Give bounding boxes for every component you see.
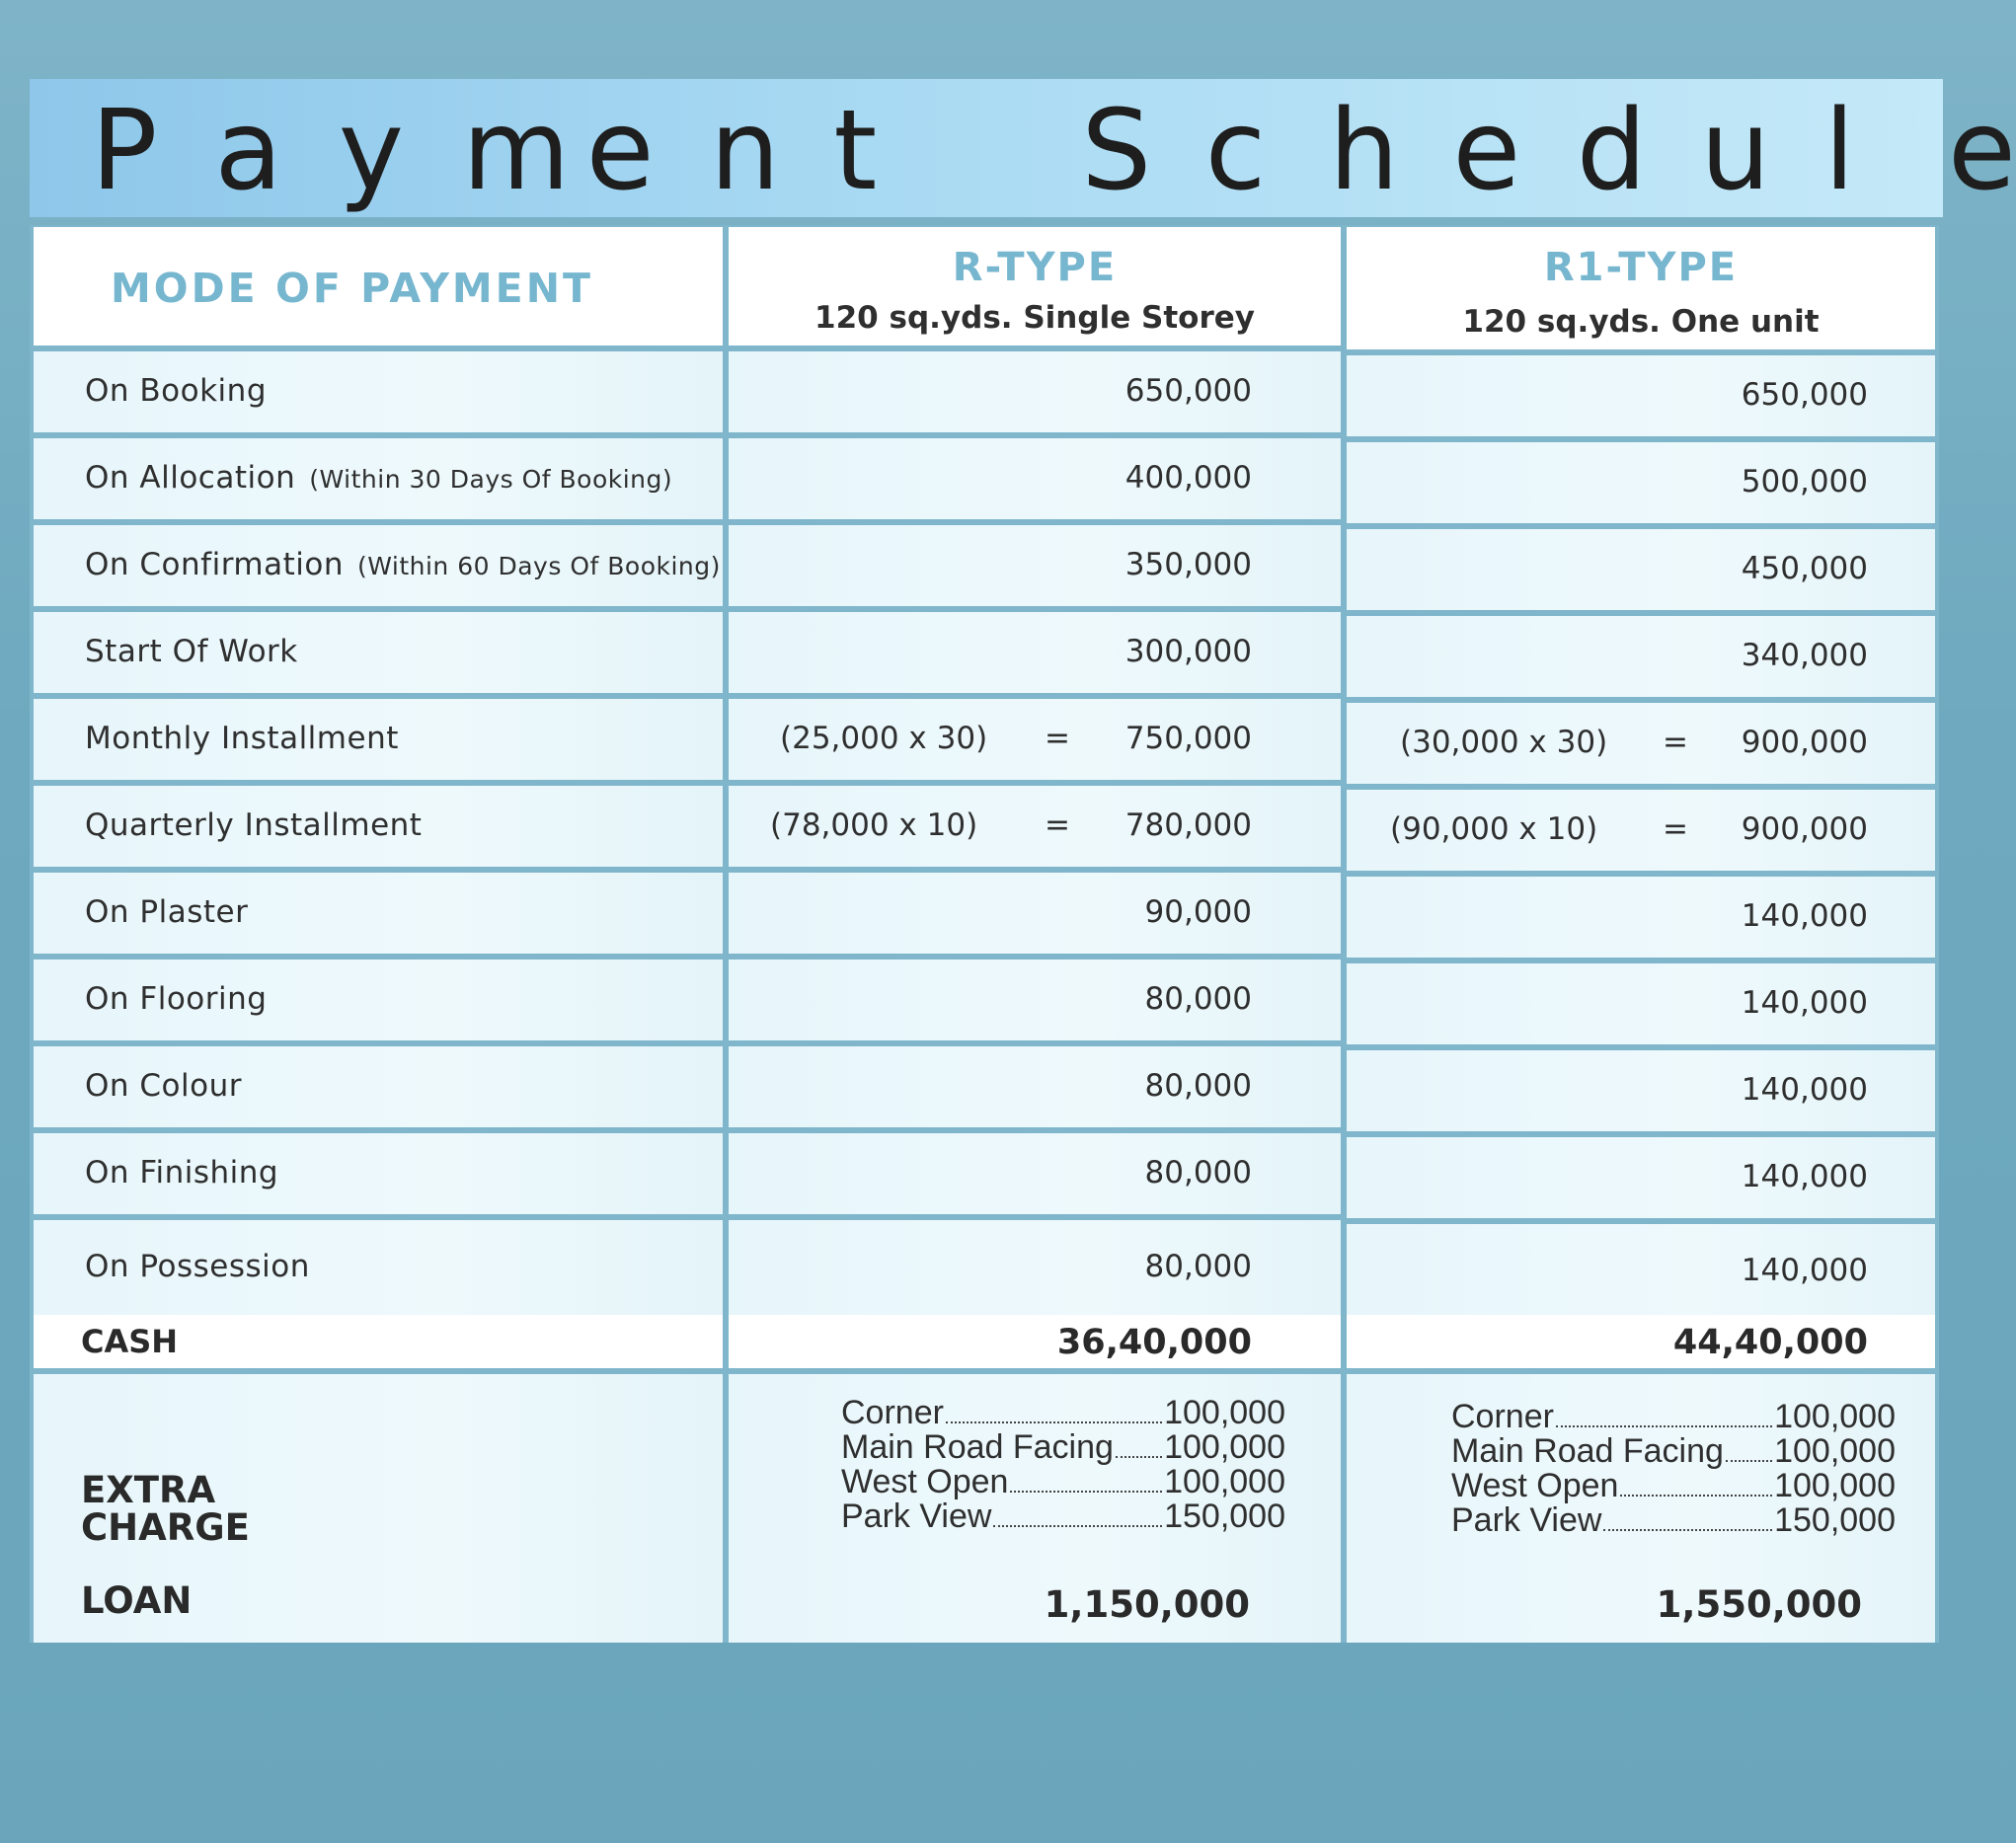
extra-charge-amount: 100,000 [1774, 1467, 1896, 1504]
row-r-calc: (78,000 x 10) [770, 807, 978, 843]
row-r1-cell [1347, 355, 1935, 436]
row-r1-cell [1347, 442, 1935, 523]
row-label-cell [34, 525, 723, 606]
row-r1-calc: (30,000 x 30) [1400, 725, 1608, 760]
row-r-value: 650,000 [1124, 373, 1252, 409]
row-r-value: 350,000 [1124, 547, 1252, 582]
row-r1-value: 650,000 [1741, 377, 1868, 413]
r1-type-name: R1-TYPE [1543, 245, 1739, 290]
row-label-text: On Allocation [85, 460, 296, 496]
row-label-text: On Flooring [85, 981, 268, 1017]
row-label-text: Monthly Installment [85, 721, 399, 756]
row-r-cell [729, 699, 1341, 780]
row-r1-cell [1347, 790, 1935, 871]
row-r-value: 400,000 [1124, 460, 1252, 496]
extra-charge-item [841, 1396, 1285, 1430]
dot-leader [1556, 1400, 1772, 1427]
row-label [85, 894, 248, 930]
row-r1-value: 140,000 [1741, 1159, 1868, 1194]
extra-charge-item [1451, 1503, 1896, 1538]
extra-charge-name: Corner [841, 1394, 944, 1431]
row-label-cell [34, 786, 723, 867]
cash-label: CASH [81, 1323, 179, 1360]
row-label [85, 1249, 310, 1284]
header-r1-type-cell [1347, 227, 1935, 349]
title-banner [30, 79, 2016, 217]
extra-r1-cell [1347, 1374, 1935, 1643]
cash-r-value: 36,40,000 [1056, 1323, 1252, 1362]
extra-r-cell [729, 1374, 1341, 1643]
row-r-cell [729, 438, 1341, 519]
row-r1-cell [1347, 703, 1935, 784]
row-label-text: On Possession [85, 1249, 310, 1284]
cash-r-cell [729, 1315, 1341, 1368]
row-label [85, 373, 267, 409]
row-r-value: 90,000 [1144, 894, 1252, 930]
dot-leader [1603, 1503, 1772, 1531]
row-r1-cell [1347, 1137, 1935, 1218]
row-r-value: 750,000 [1124, 721, 1252, 756]
row-r1-value: 500,000 [1741, 464, 1868, 499]
row-r-cell [729, 351, 1341, 432]
row-label-cell [34, 438, 723, 519]
row-r-cell [729, 1133, 1341, 1214]
row-label-cell [34, 1220, 723, 1315]
dot-leader [946, 1396, 1162, 1423]
row-r1-value: 900,000 [1741, 725, 1868, 760]
row-r1-calc: (90,000 x 10) [1390, 811, 1598, 847]
row-r-cell [729, 873, 1341, 954]
extra-charge-name: Main Road Facing [1451, 1432, 1724, 1470]
loan-r1-value: 1,550,000 [1656, 1583, 1862, 1626]
cash-r1-value: 44,40,000 [1672, 1323, 1868, 1362]
extra-charge-name: Park View [841, 1497, 992, 1535]
extra-charge-item [841, 1430, 1285, 1465]
loan-label: LOAN [81, 1579, 193, 1622]
row-r-cell [729, 960, 1341, 1040]
extra-charge-name: West Open [841, 1463, 1009, 1500]
extra-charge-amount: 100,000 [1164, 1394, 1285, 1431]
cash-label-cell [34, 1315, 723, 1368]
extra-charge-name: Park View [1451, 1501, 1602, 1539]
dot-leader [993, 1499, 1162, 1527]
row-r-value: 780,000 [1124, 807, 1252, 843]
r-type-desc: 120 sq.yds. Single Storey [814, 300, 1255, 336]
row-label-text: On Plaster [85, 894, 249, 930]
row-r1-equals: = [1663, 725, 1688, 760]
row-r1-cell [1347, 1050, 1935, 1131]
extra-charge-item [1451, 1400, 1896, 1434]
header-r-type-cell [729, 227, 1341, 346]
payment-table [30, 225, 1939, 1643]
row-r1-cell [1347, 529, 1935, 610]
row-r1-value: 450,000 [1741, 551, 1868, 586]
extra-charge-item [841, 1499, 1285, 1534]
row-r-cell [729, 1220, 1341, 1315]
row-r1-value: 900,000 [1741, 811, 1868, 847]
extra-charge-amount: 150,000 [1164, 1497, 1285, 1535]
extra-r-list [841, 1396, 1285, 1534]
cash-r1-cell [1347, 1315, 1935, 1368]
extra-charge-item [1451, 1434, 1896, 1469]
r1-type-desc: 120 sq.yds. One unit [1462, 304, 1820, 340]
row-r1-value: 140,000 [1741, 985, 1868, 1021]
header-mode-cell [34, 227, 723, 346]
page-title: P a y m e n t S c h e d u l e [91, 87, 2016, 215]
r-type-name: R-TYPE [952, 245, 1118, 290]
row-label-cell [34, 960, 723, 1040]
row-r1-cell [1347, 963, 1935, 1044]
row-r1-value: 140,000 [1741, 898, 1868, 934]
extra-charge-name: West Open [1451, 1467, 1619, 1504]
row-label-text: On Colour [85, 1068, 242, 1104]
dot-leader [1726, 1434, 1772, 1462]
row-r-equals: = [1045, 721, 1070, 756]
row-r1-value: 140,000 [1741, 1072, 1868, 1108]
row-label-note: (Within 60 Days Of Booking) [356, 552, 721, 580]
row-r1-value: 140,000 [1741, 1253, 1868, 1288]
extra-r1-list [1451, 1400, 1896, 1538]
row-label [85, 1068, 242, 1104]
row-label-text: On Booking [85, 373, 267, 409]
row-label [85, 807, 422, 843]
row-r-cell [729, 786, 1341, 867]
extra-charge-label-2: CHARGE [81, 1506, 250, 1549]
row-label-cell [34, 612, 723, 693]
row-r-value: 300,000 [1124, 634, 1252, 669]
row-label [85, 547, 721, 582]
row-r-value: 80,000 [1144, 1249, 1252, 1284]
extra-charge-amount: 100,000 [1774, 1432, 1896, 1470]
row-label-text: On Confirmation [85, 547, 344, 582]
row-label [85, 721, 399, 756]
row-label [85, 1155, 278, 1190]
extra-charge-item [841, 1465, 1285, 1499]
row-r1-cell [1347, 616, 1935, 697]
row-label-note: (Within 30 Days Of Booking) [309, 465, 673, 494]
row-r1-cell [1347, 1224, 1935, 1319]
row-r1-value: 340,000 [1741, 638, 1868, 673]
row-label [85, 460, 672, 496]
row-r-value: 80,000 [1144, 1155, 1252, 1190]
extra-charge-amount: 150,000 [1774, 1501, 1896, 1539]
row-r-cell [729, 1046, 1341, 1127]
row-label-text: On Finishing [85, 1155, 279, 1190]
extra-charge-amount: 100,000 [1164, 1428, 1285, 1466]
row-label-cell [34, 873, 723, 954]
row-label-cell [34, 1133, 723, 1214]
mode-of-payment-header: MODE OF PAYMENT [111, 265, 593, 312]
row-label-cell [34, 699, 723, 780]
row-r-value: 80,000 [1144, 981, 1252, 1017]
extra-charge-name: Main Road Facing [841, 1428, 1114, 1466]
row-r-cell [729, 525, 1341, 606]
row-r-value: 80,000 [1144, 1068, 1252, 1104]
row-r-equals: = [1045, 807, 1070, 843]
loan-r-value: 1,150,000 [1044, 1583, 1250, 1626]
extra-charge-amount: 100,000 [1774, 1398, 1896, 1435]
dot-leader [1620, 1469, 1772, 1497]
row-label-text: Start Of Work [85, 634, 298, 669]
row-r1-cell [1347, 877, 1935, 958]
extra-charge-name: Corner [1451, 1398, 1554, 1435]
extra-charge-amount: 100,000 [1164, 1463, 1285, 1500]
extra-charge-item [1451, 1469, 1896, 1503]
row-label-cell [34, 1046, 723, 1127]
row-label-cell [34, 351, 723, 432]
dot-leader [1010, 1465, 1162, 1493]
row-label [85, 634, 298, 669]
row-r-calc: (25,000 x 30) [780, 721, 988, 756]
row-label-text: Quarterly Installment [85, 807, 423, 843]
extra-label-cell [34, 1374, 723, 1643]
row-r-cell [729, 612, 1341, 693]
row-label [85, 981, 267, 1017]
row-r1-equals: = [1663, 811, 1688, 847]
extra-charge-label-1: EXTRA [81, 1469, 216, 1511]
dot-leader [1116, 1430, 1162, 1458]
